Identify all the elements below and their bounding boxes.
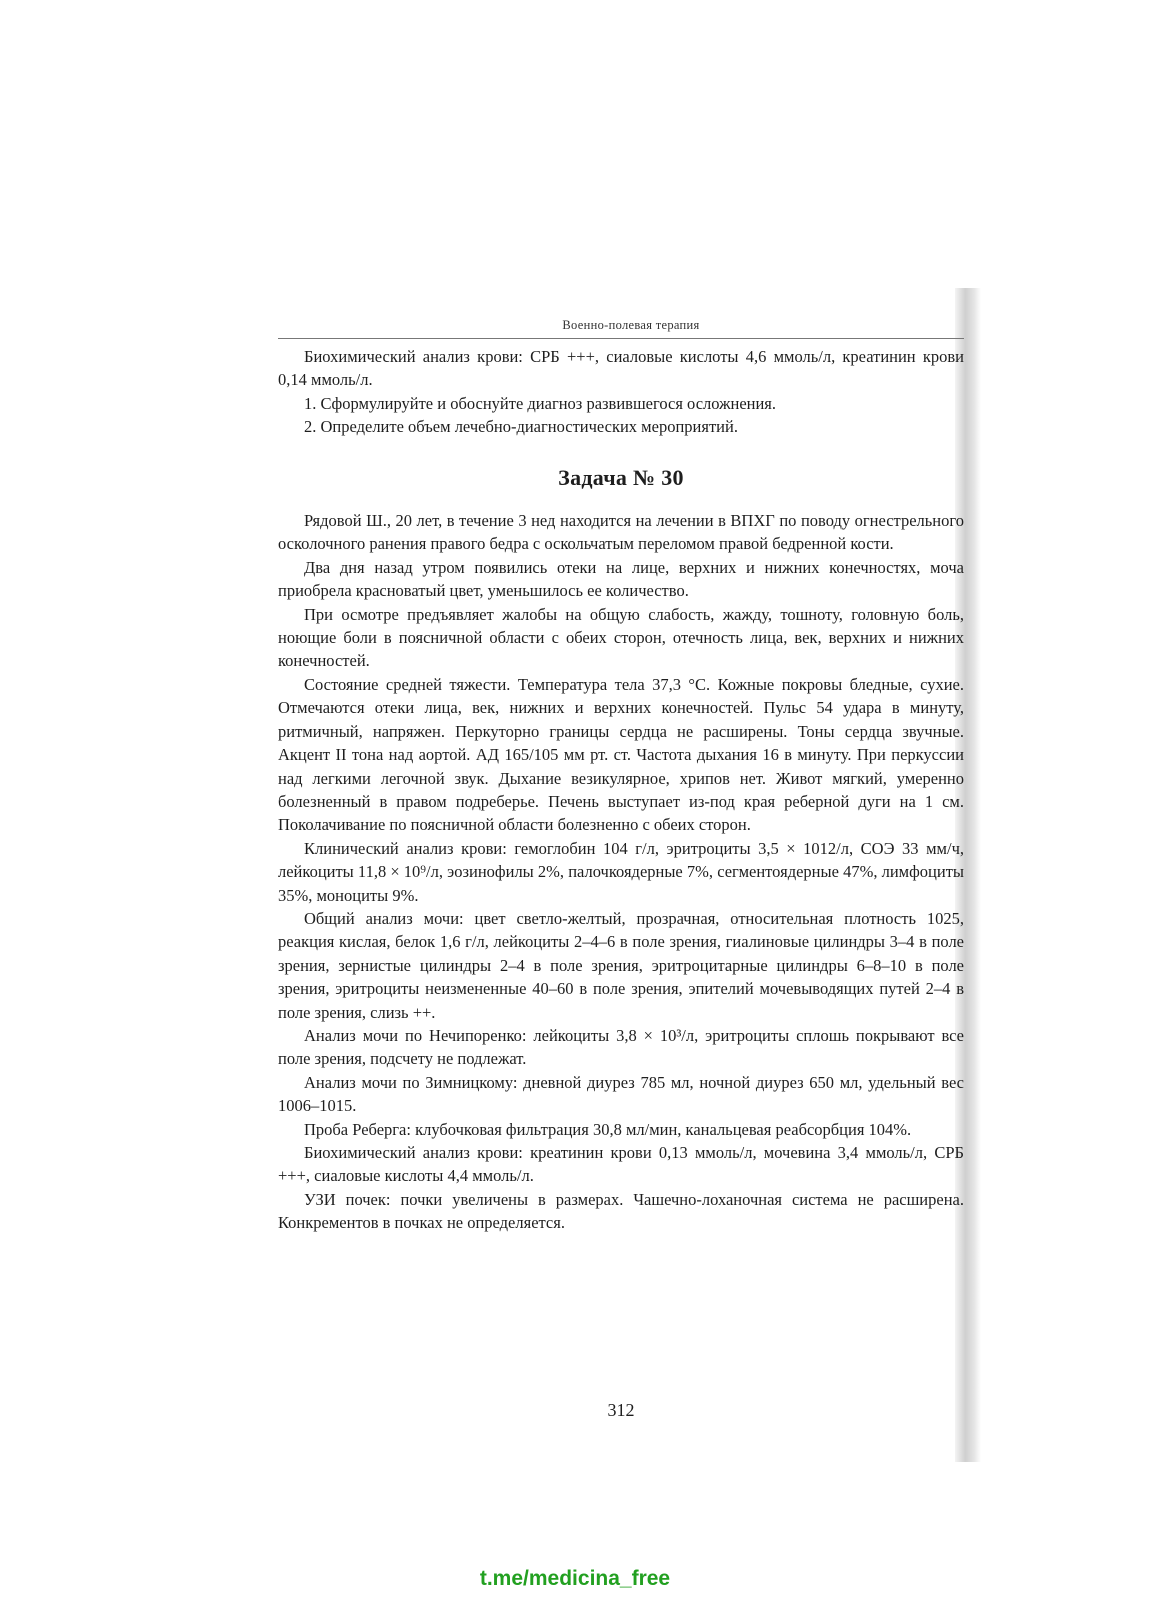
- task-paragraph: Рядовой Ш., 20 лет, в течение 3 нед находится на лечении в ВПХГ по поводу огнестрельного осколочного ранения правого бедра с оскольчатым переломом правой бедренной кости.: [278, 511, 964, 554]
- question-item: 2. Определите объем лечебно-диагностических мероприятий.: [304, 417, 738, 437]
- header-rule: [278, 338, 964, 339]
- question-item: 1. Сформулируйте и обоснуйте диагноз развившегося осложнения.: [304, 393, 777, 413]
- watermark-link[interactable]: t.me/medicina_free: [479, 1567, 671, 1590]
- running-title: Военно-полевая терапия: [562, 318, 700, 332]
- task-paragraph: УЗИ почек: почки увеличены в размерах. Чашечно-лоханочная система не расширена. Конкрементов в почках не определяется.: [278, 1189, 964, 1233]
- task-paragraph: Анализ мочи по Зимницкому: дневной диурез 785 мл, ночной диурез 650 мл, удельный вес 1006–1015.: [278, 1072, 964, 1116]
- task-paragraph: Проба Реберга: клубочковая фильтрация 30,8 мл/мин, канальцевая реабсорбция 104%.: [304, 1119, 912, 1139]
- task-paragraph: Состояние средней тяжести. Температура тела 37,3 °С. Кожные покровы бледные, сухие. Отмечаются отеки лица, век, нижних и верхних конечностей. Пульс 54 удара в минуту, ритмичный, напряжен. Перкуторно границы сердца не расширены. Тоны сердца звучные. Акцент II тона над аортой. АД 165/105 мм рт. ст. Частота дыхания 16 в минуту. При перкуссии над легкими легочной звук. Дыхание везикулярное, хрипов нет. Живот мягкий, умеренно болезненный в правом подреберье. Печень выступает из-под края реберной дуги на 1 см. Поколачивание по поясничной области болезненно с обеих сторон.: [278, 674, 964, 835]
- question-list: [278, 392, 964, 439]
- task-title: Задача № 30: [558, 464, 684, 490]
- task-paragraph: Общий анализ мочи: цвет светло-желтый, прозрачная, относительная плотность 1025, реакция кислая, белок 1,6 г/л, лейкоциты 2–4–6 в поле зрения, гиалиновые цилиндры 3–4 в поле зрения, зернистые цилиндры 2–4 в поле зрения, эритроцитарные цилиндры 6–8–10 в поле зрения, эритроциты неизмененные 40–60 в поле зрения, эпителий мочевыводящих путей 2–4 в поле зрения, слизь ++.: [278, 908, 964, 1022]
- task-paragraph: Биохимический анализ крови: креатинин крови 0,13 ммоль/л, мочевина 3,4 ммоль/л, СРБ +++, сиаловые кислоты 4,4 ммоль/л.: [278, 1143, 964, 1186]
- intro-paragraph: Биохимический анализ крови: СРБ +++, сиаловые кислоты 4,6 ммоль/л, креатинин крови 0,14 ммоль/л.: [278, 347, 964, 390]
- body-text: [278, 345, 964, 1235]
- task-paragraph: Анализ мочи по Нечипоренко: лейкоциты 3,8 × 10³/л, эритроциты сплошь покрывают все поле зрения, подсчету не подлежат.: [278, 1025, 964, 1069]
- task-paragraph: Два дня назад утром появились отеки на лице, верхних и нижних конечностях, моча приобрела красноватый цвет, уменьшилось ее количество.: [278, 557, 964, 601]
- task-paragraph: При осмотре предъявляет жалобы на общую слабость, жажду, тошноту, головную боль, ноющие боли в поясничной области с обеих сторон, отечность лица, век, верхних и нижних конечностей.: [278, 604, 964, 671]
- page-number: 312: [607, 1400, 635, 1420]
- book-page: [278, 318, 964, 1420]
- task-paragraph: Клинический анализ крови: гемоглобин 104 г/л, эритроциты 3,5 × 1012/л, СОЭ 33 мм/ч, лейкоциты 11,8 × 10⁹/л, эозинофилы 2%, палочкоядерные 7%, сегментоядерные 47%, лимфоциты 35%, моноциты 9%.: [278, 838, 964, 905]
